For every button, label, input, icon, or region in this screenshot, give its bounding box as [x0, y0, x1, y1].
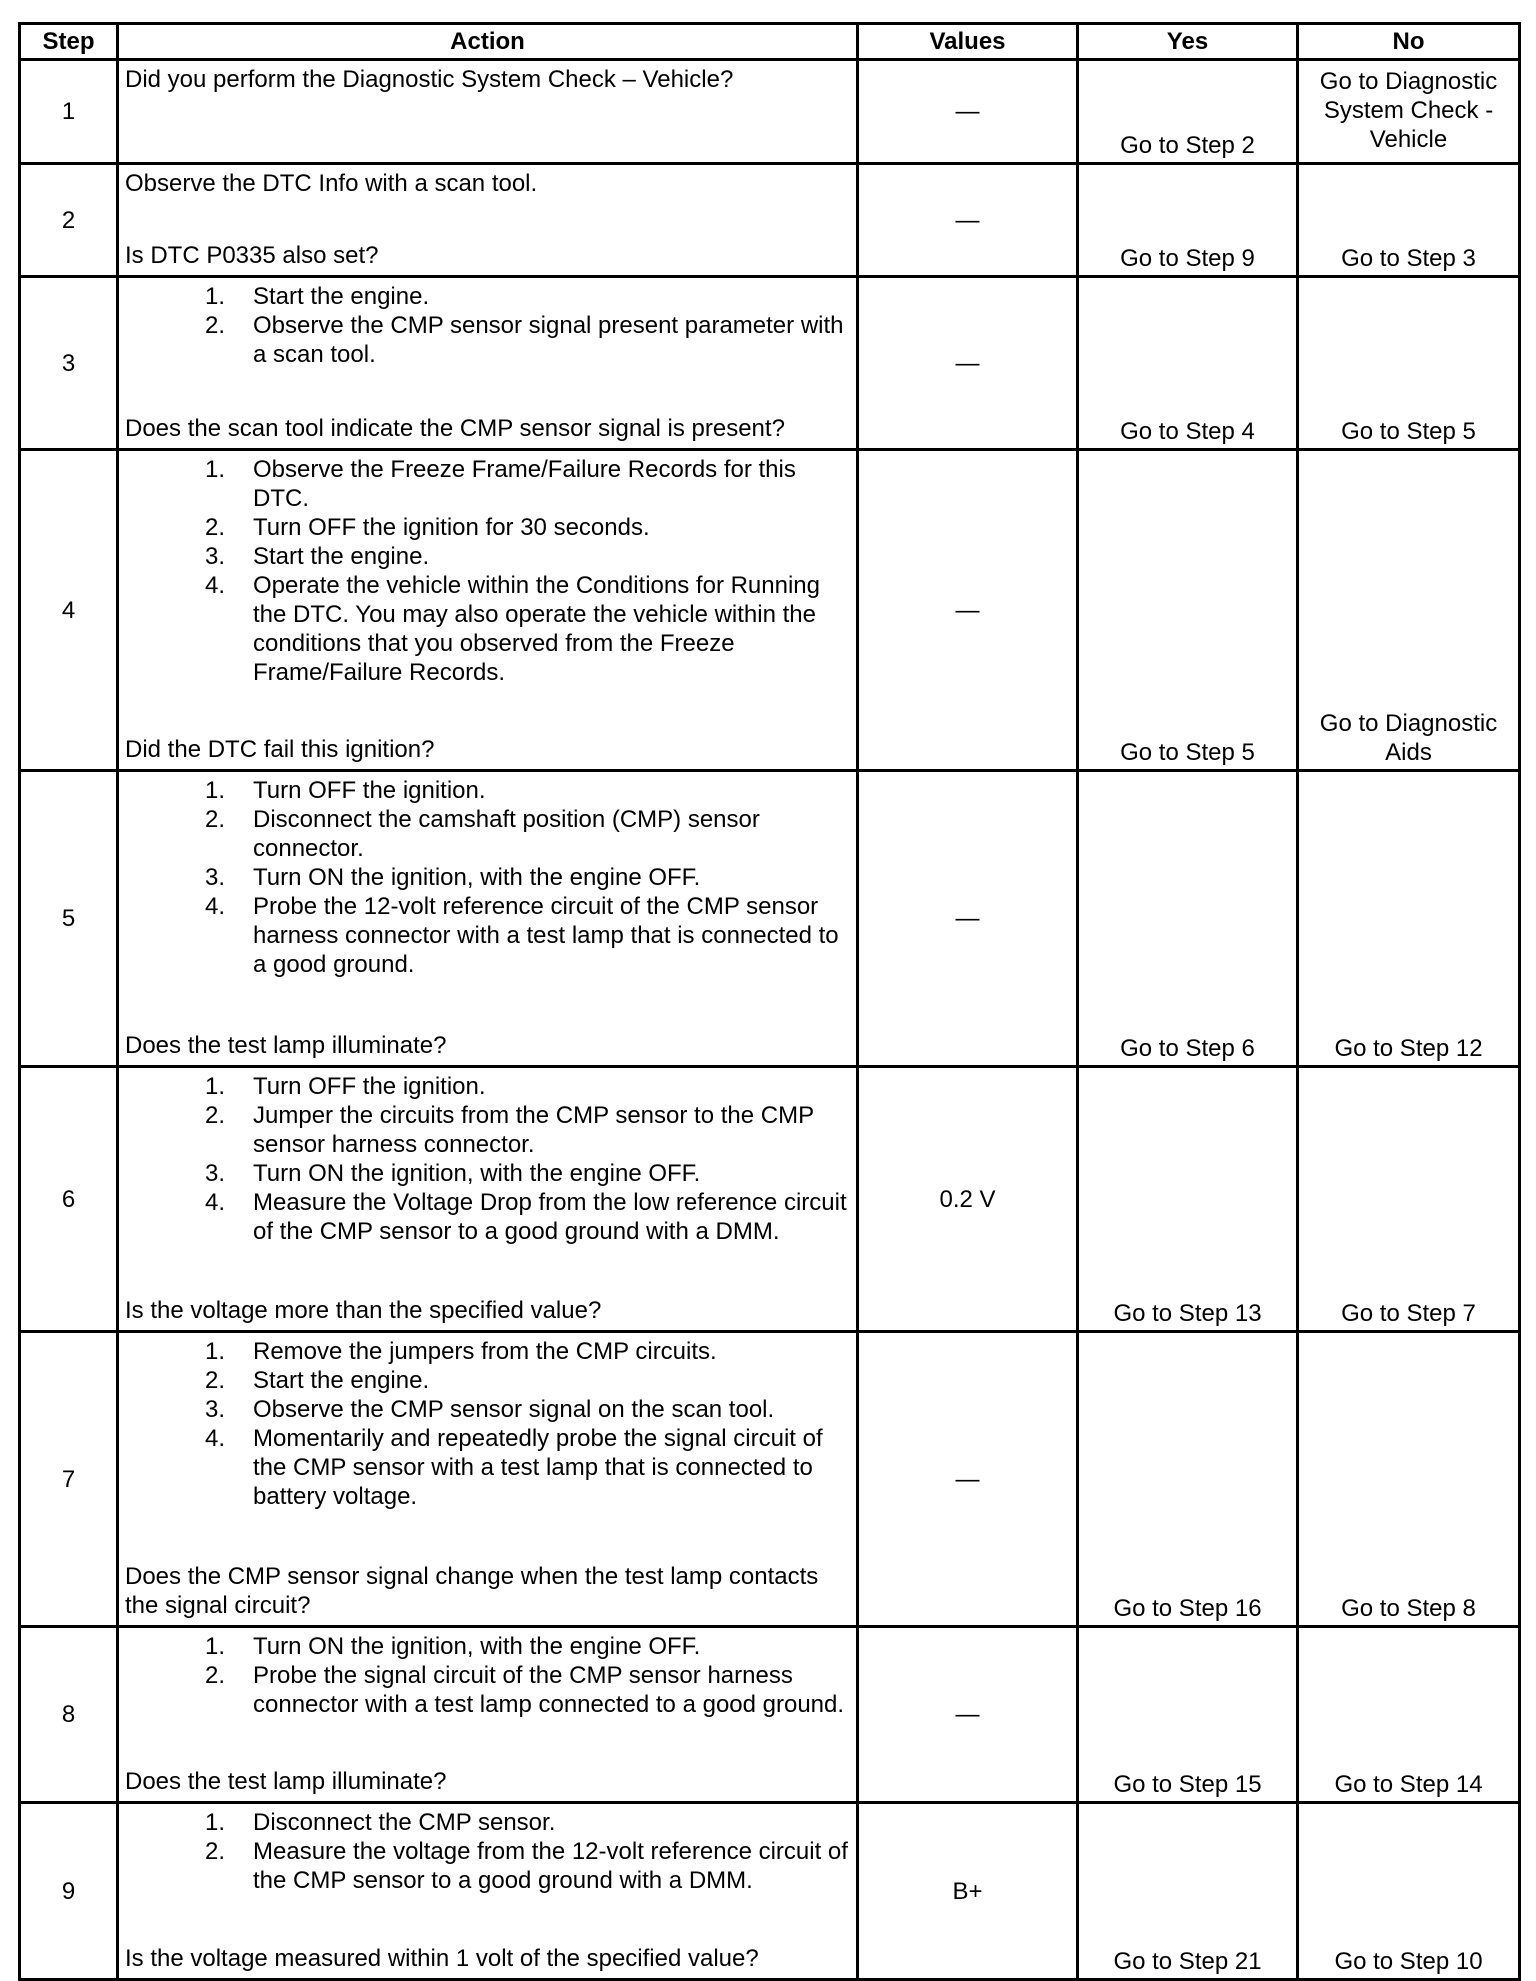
values-cell: —: [858, 60, 1078, 164]
table-row: [20, 1332, 1520, 1627]
list-item-text: Turn ON the ignition, with the engine OFF.: [253, 864, 701, 891]
list-item-number: 3.: [204, 543, 225, 570]
list-item-text: Jumper the circuits from the CMP sensor to the CMP sensor harness connector.: [253, 1102, 814, 1158]
action-cell: [118, 277, 858, 450]
values-cell: 0.2 V: [858, 1067, 1078, 1332]
list-item-number: 1.: [204, 777, 225, 804]
table-row: [20, 1067, 1520, 1332]
list-item: [125, 1837, 850, 1895]
list-item-text: Turn OFF the ignition.: [253, 777, 486, 804]
step-number: 4: [20, 450, 118, 771]
list-item-number: 4.: [204, 1425, 225, 1452]
list-item: [125, 1424, 850, 1511]
list-item-number: 3.: [204, 1160, 225, 1187]
list-item-number: 2.: [204, 1367, 225, 1394]
yes-cell: Go to Step 13: [1078, 1067, 1298, 1332]
no-cell: Go to Diagnostic Aids: [1298, 450, 1520, 771]
list-item-text: Operate the vehicle within the Conditions for Running the DTC. You may also operate the vehicle within the conditions that you observed from the Freeze Frame/Failure Records.: [253, 572, 820, 686]
yes-cell: Go to Step 4: [1078, 277, 1298, 450]
list-item-number: 1.: [204, 456, 225, 483]
action-cell: [118, 771, 858, 1067]
list-item-number: 4.: [204, 893, 225, 920]
step-number: 6: [20, 1067, 118, 1332]
list-item-text: Measure the voltage from the 12-volt reference circuit of the CMP sensor to a good ground with a DMM.: [253, 1838, 848, 1894]
yes-cell: Go to Step 2: [1078, 60, 1298, 164]
list-item-text: Disconnect the CMP sensor.: [253, 1809, 556, 1836]
action-lead-text: Observe the DTC Info with a scan tool.: [125, 170, 538, 197]
action-cell: [118, 450, 858, 771]
action-steps-list: [125, 1632, 850, 1719]
table-row: [20, 60, 1520, 164]
step-number: 9: [20, 1803, 118, 1980]
no-cell: Go to Step 8: [1298, 1332, 1520, 1627]
list-item-text: Measure the Voltage Drop from the low reference circuit of the CMP sensor to a good ground with a DMM.: [253, 1189, 847, 1245]
no-cell: Go to Step 3: [1298, 164, 1520, 277]
list-item-number: 1.: [204, 1073, 225, 1100]
action-question: Does the test lamp illuminate?: [125, 1032, 447, 1059]
header-no: No: [1298, 24, 1520, 60]
action-question: Is the voltage more than the specified value?: [125, 1297, 602, 1324]
step-number: 2: [20, 164, 118, 277]
table-row: [20, 450, 1520, 771]
table-row: [20, 164, 1520, 277]
list-item-number: 1.: [204, 1809, 225, 1836]
values-cell: B+: [858, 1803, 1078, 1980]
table-row: [20, 1803, 1520, 1980]
list-item-number: 2.: [204, 312, 225, 339]
no-cell: Go to Step 14: [1298, 1627, 1520, 1803]
list-item-text: Turn OFF the ignition for 30 seconds.: [253, 514, 650, 541]
list-item: [125, 455, 850, 513]
list-item: [125, 282, 850, 311]
list-item: [125, 1808, 850, 1837]
values-cell: —: [858, 1332, 1078, 1627]
table-row: [20, 771, 1520, 1067]
table-row: [20, 1627, 1520, 1803]
action-cell: [118, 1803, 858, 1980]
list-item-text: Probe the signal circuit of the CMP sensor harness connector with a test lamp connected to a good ground.: [253, 1662, 845, 1718]
yes-cell: Go to Step 5: [1078, 450, 1298, 771]
list-item-number: 1.: [204, 1633, 225, 1660]
list-item-number: 2.: [204, 514, 225, 541]
diagnostic-table: [18, 22, 1521, 1981]
yes-cell: Go to Step 21: [1078, 1803, 1298, 1980]
header-row: [20, 24, 1520, 60]
list-item: [125, 1632, 850, 1661]
list-item-text: Observe the Freeze Frame/Failure Records for this DTC.: [253, 456, 796, 512]
list-item-number: 2.: [204, 1662, 225, 1689]
list-item: [125, 1072, 850, 1101]
step-number: 8: [20, 1627, 118, 1803]
list-item-text: Observe the CMP sensor signal on the scan tool.: [253, 1396, 775, 1423]
action-question: Is the voltage measured within 1 volt of the specified value?: [125, 1945, 759, 1972]
list-item-number: 3.: [204, 864, 225, 891]
list-item-number: 4.: [204, 572, 225, 599]
action-steps-list: [125, 282, 850, 369]
action-question: Does the scan tool indicate the CMP sensor signal is present?: [125, 415, 785, 442]
list-item: [125, 863, 850, 892]
list-item: [125, 513, 850, 542]
values-cell: —: [858, 1627, 1078, 1803]
action-steps-list: [125, 1808, 850, 1895]
action-cell: [118, 1067, 858, 1332]
list-item-number: 2.: [204, 1102, 225, 1129]
list-item-number: 3.: [204, 1396, 225, 1423]
action-lead-text: Did you perform the Diagnostic System Check – Vehicle?: [125, 66, 734, 93]
action-cell: [118, 60, 858, 164]
action-question: Does the CMP sensor signal change when the test lamp contacts the signal circuit?: [125, 1563, 819, 1619]
yes-cell: Go to Step 15: [1078, 1627, 1298, 1803]
list-item-number: 1.: [204, 1338, 225, 1365]
list-item: [125, 892, 850, 979]
list-item-text: Turn ON the ignition, with the engine OFF.: [253, 1160, 701, 1187]
values-cell: —: [858, 450, 1078, 771]
list-item: [125, 1395, 850, 1424]
action-steps-list: [125, 455, 850, 687]
list-item: [125, 1188, 850, 1246]
list-item-number: 2.: [204, 806, 225, 833]
header-step: Step: [20, 24, 118, 60]
yes-cell: Go to Step 9: [1078, 164, 1298, 277]
yes-cell: Go to Step 6: [1078, 771, 1298, 1067]
action-question: Does the test lamp illuminate?: [125, 1768, 447, 1795]
no-cell: Go to Step 7: [1298, 1067, 1520, 1332]
action-steps-list: [125, 776, 850, 979]
list-item-number: 4.: [204, 1189, 225, 1216]
list-item-text: Probe the 12-volt reference circuit of the CMP sensor harness connector with a test lamp that is connected to a good ground.: [253, 893, 839, 978]
no-cell: Go to Step 5: [1298, 277, 1520, 450]
no-cell: Go to Step 12: [1298, 771, 1520, 1067]
header-values: Values: [858, 24, 1078, 60]
list-item-text: Turn OFF the ignition.: [253, 1073, 486, 1100]
values-cell: —: [858, 771, 1078, 1067]
list-item-text: Start the engine.: [253, 283, 430, 310]
list-item: [125, 1101, 850, 1159]
yes-cell: Go to Step 16: [1078, 1332, 1298, 1627]
list-item-text: Start the engine.: [253, 543, 430, 570]
values-cell: —: [858, 164, 1078, 277]
header-action: Action: [118, 24, 858, 60]
list-item: [125, 776, 850, 805]
list-item: [125, 571, 850, 687]
action-cell: [118, 1627, 858, 1803]
step-number: 1: [20, 60, 118, 164]
list-item-text: Turn ON the ignition, with the engine OFF.: [253, 1633, 701, 1660]
list-item-number: 2.: [204, 1838, 225, 1865]
action-question: Is DTC P0335 also set?: [125, 242, 379, 269]
list-item-number: 1.: [204, 283, 225, 310]
header-yes: Yes: [1078, 24, 1298, 60]
list-item-text: Momentarily and repeatedly probe the signal circuit of the CMP sensor with a test lamp that is connected to battery voltage.: [253, 1425, 823, 1510]
list-item: [125, 1159, 850, 1188]
step-number: 7: [20, 1332, 118, 1627]
no-cell: Go to Diagnostic System Check - Vehicle: [1298, 60, 1520, 164]
list-item: [125, 1337, 850, 1366]
step-number: 3: [20, 277, 118, 450]
action-steps-list: [125, 1337, 850, 1511]
list-item: [125, 1366, 850, 1395]
action-cell: [118, 1332, 858, 1627]
table-row: [20, 277, 1520, 450]
action-steps-list: [125, 1072, 850, 1246]
step-number: 5: [20, 771, 118, 1067]
list-item: [125, 311, 850, 369]
list-item-text: Start the engine.: [253, 1367, 430, 1394]
action-cell: [118, 164, 858, 277]
values-cell: —: [858, 277, 1078, 450]
action-question: Did the DTC fail this ignition?: [125, 736, 435, 763]
no-cell: Go to Step 10: [1298, 1803, 1520, 1980]
list-item: [125, 805, 850, 863]
list-item-text: Observe the CMP sensor signal present parameter with a scan tool.: [253, 312, 844, 368]
list-item-text: Disconnect the camshaft position (CMP) sensor connector.: [253, 806, 760, 862]
list-item-text: Remove the jumpers from the CMP circuits.: [253, 1338, 717, 1365]
list-item: [125, 1661, 850, 1719]
list-item: [125, 542, 850, 571]
table-body: [20, 60, 1520, 1980]
